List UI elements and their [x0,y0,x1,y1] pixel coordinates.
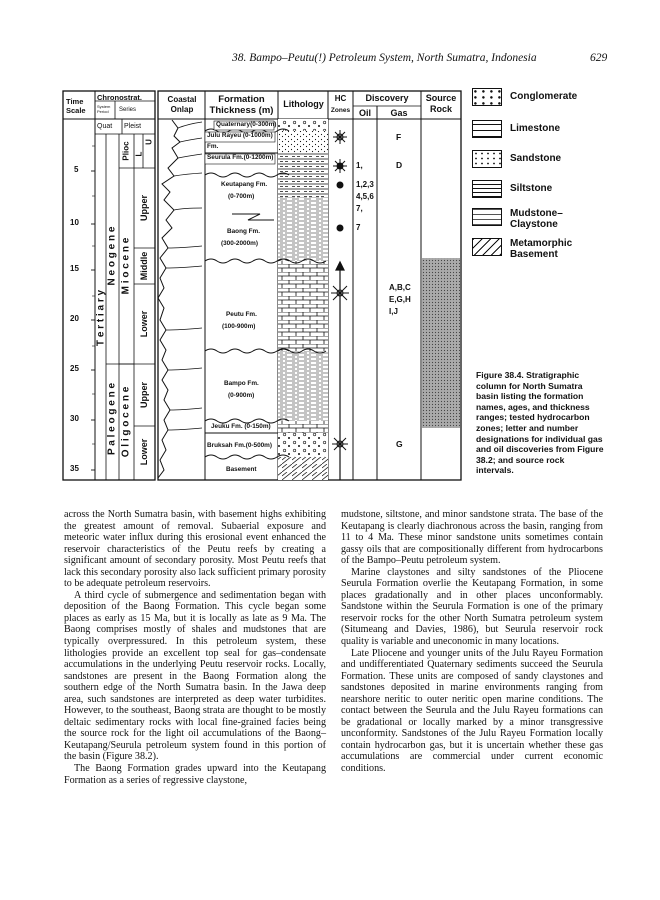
keutapang-thickness: (0-700m) [228,193,255,200]
source-rock-header: Source Rock [425,93,457,114]
conglomerate-icon [472,88,502,106]
discovery-header: Discovery [365,93,409,103]
miocene-lower-label: Lower [139,310,149,338]
quaternary-formation: Quaternary(0-300m) [216,121,277,128]
tick-10: 10 [70,218,79,227]
oil-1-label: 1, [356,161,363,170]
jeuku-formation: Jeuku Fm. (0-150m) [211,423,271,430]
tick-25: 25 [70,364,79,373]
oil-123-label: 1,2,3 [356,180,374,189]
paragraph: across the North Sumatra basin, with basement highs exhibiting the greatest amount of removal. Subaerial exposure and meteoric water influx during this erosional event enhanced the reservoir characteristics of the Peutu reefs by creating a significant amount of secondary porosity. Most Peutu reefs that lack this secondary porosity also lack sufficient primary porosity to be adequate petroleum reservoirs. [64,509,326,590]
gas-g-label: G [396,439,403,449]
running-title: 38. Bampo–Peutu(!) Petroleum System, North Sumatra, Indonesia [232,52,537,64]
gas-f-label: F [396,132,402,142]
oligocene-label: O l i g o c e n e [120,386,132,458]
keutapang-formation: Keutapang Fm. [221,181,268,188]
peutu-formation: Peutu Fm. [226,311,257,318]
hc-zones-header: HC Zones [330,94,351,114]
baong-thickness: (300-2000m) [221,240,258,247]
gas-abc-label: A,B,C [389,283,411,292]
legend-label: Conglomerate [510,91,578,102]
tick-30: 30 [70,414,79,423]
bruksah-formation: Bruksah Fm.(0-500m) [207,442,272,449]
siltstone-icon [472,180,502,198]
paragraph: mudstone, siltstone, and minor sandstone strata. The base of the Keutapang is clearly diachronous across the basin, ranging from 11 to 4 Ma. These minor sandstone units sometimes contain gassy oils that are compositionally different from hydrocarbons of the Bampo–Peutu petroleum system. [341,509,603,567]
time-scale-header [66,97,86,115]
chronostrat-header: Chronostrat. [97,93,142,102]
mudstone-icon [472,208,502,226]
legend-label: Siltstone [510,183,553,194]
oil-header: Oil [358,108,371,118]
gas-d-label: D [396,160,403,170]
pleist-label: Pleist [124,123,142,130]
legend-label: Limestone [510,123,561,134]
series-header: Series [119,107,137,113]
bampo-thickness: (0-900m) [228,392,255,399]
bampo-formation: Bampo Fm. [224,380,259,387]
miocene-label: M i o c e n e [120,237,132,295]
seurula-formation: Seurula Fm.(0-1200m) [207,154,274,161]
figure-caption: Figure 38.4. Stratigraphic column for North Sumatra basin listing the formation names, ages, and thickness ranges; tested hydrocarbon zones; letter and number designations for individual gas and oil discoveries from Figure 38.2; and source rock intervals. [476,370,604,476]
baong-formation: Baong Fm. [227,228,261,235]
oligocene-upper-label: Upper [139,381,149,409]
quat-label: Quat [97,123,113,130]
paragraph: Marine claystones and silty sandstones of the Pliocene Seurula Formation overlie the Keutapang Formation, in some places gradationally and in other places unconformably. Sandstone within the Seurula Formation is one of the primary reservoir rocks for the other North Sumatra petroleum system (Situmeang and Davies, 1986), but Seurula reservoir rock quality is variable and uneconomic in many locations. [341,566,603,648]
lithology-header: Lithology [283,99,324,109]
paragraph: The Baong Formation grades upward into the Keutapang Formation as a series of regressive claystone, [64,763,326,786]
basement-formation: Basement [226,466,257,473]
body-column-right [341,509,603,775]
coastal-onlap-header: Coastal Onlap [167,95,197,114]
metamorphic-icon [472,238,502,256]
sandstone-icon [472,150,502,168]
body-column-left [64,509,326,786]
tertiary-label: T e r t i a r y [95,289,107,347]
gas-egh-label: E,G,H [389,295,411,304]
legend-label: Sandstone [510,153,562,164]
paragraph: A third cycle of submergence and sedimentation began with deposition of the Baong Formation. This cycle began some places as early as 15 Ma, but it is locally as late as 9 Ma. The Baong comprises mostly of shales and mudstones that are typically overpressured. In this petroleum system, these lithologies provide an excellent top seal for gas–condensate accumulations in the underlying Peutu reservoir rocks. Locally, sandstones are present in the Baong Formation along the southern edge of the North Sumatra basin. In the Jawa deep area, such sandstones are interpreted as deep water turbidites. However, to the southeast, Baong strata are thought to be mostly deltaic sedimentary rocks with local fine-grained facies being the source rock for the light oil accumulations of the Baong–Keutapang/Seurula petroleum system found in this portion of the basin (Figure 38.2). [64,589,326,763]
tick-15: 15 [70,264,79,273]
tick-35: 35 [70,464,79,473]
tick-20: 20 [70,314,79,323]
oligocene-lower-label: Lower [139,438,149,466]
time-label: Time [66,97,84,106]
plioc-l-label: L [134,151,144,157]
oil-456-label: 4,5,6 [356,192,374,201]
legend-label: Mudstone– Claystone [510,208,563,230]
legend-label: Metamorphic Basement [510,238,573,260]
page-number: 629 [590,52,608,64]
plioc-u-label: U [144,139,154,145]
plioc-label: Plioc [121,141,131,161]
formation-thickness-header: Formation Thickness (m) [209,94,274,116]
neogene-label: N e o g e n e [106,226,118,286]
miocene-upper-label: Upper [139,194,149,222]
scale-label: Scale [66,106,86,115]
running-header [0,52,660,72]
oil-7b-label: 7 [356,223,361,232]
julu-rayeu-fm-suffix: Fm. [207,143,219,150]
limestone-icon [472,120,502,138]
gas-header: Gas [390,108,408,118]
gas-ij-label: I,J [389,307,398,316]
peutu-thickness: (100-900m) [222,323,256,330]
oil-7a-label: 7, [356,204,363,213]
julu-rayeu-formation: Julu Rayeu (0-1000m) [207,132,273,139]
miocene-middle-label: Middle [139,251,149,281]
tick-5: 5 [74,165,79,174]
paragraph: Late Pliocene and younger units of the Julu Rayeu Formation and undifferentiated Quaternary sediments succeed the Seurula Formation. These units are composed of sandy claystones and sandstones deposited in marine environments ranging from nearshore neritic to outer neritic open marine conditions. The contact between the Seurula and the Julu Rayeu formations can be gradational or locally marked by a minor transgressive unconformity. Sandstones of the Julu Rayeu Formation locally contain hydrocarbon gas, but it is uncertain whether these gas accumulations are commercial under current economic conditions. [341,647,603,775]
stratigraphic-column-figure [62,88,464,483]
system-period-header: System Period [97,104,111,114]
paleogene-label: P a l e o g e n e [106,382,118,456]
